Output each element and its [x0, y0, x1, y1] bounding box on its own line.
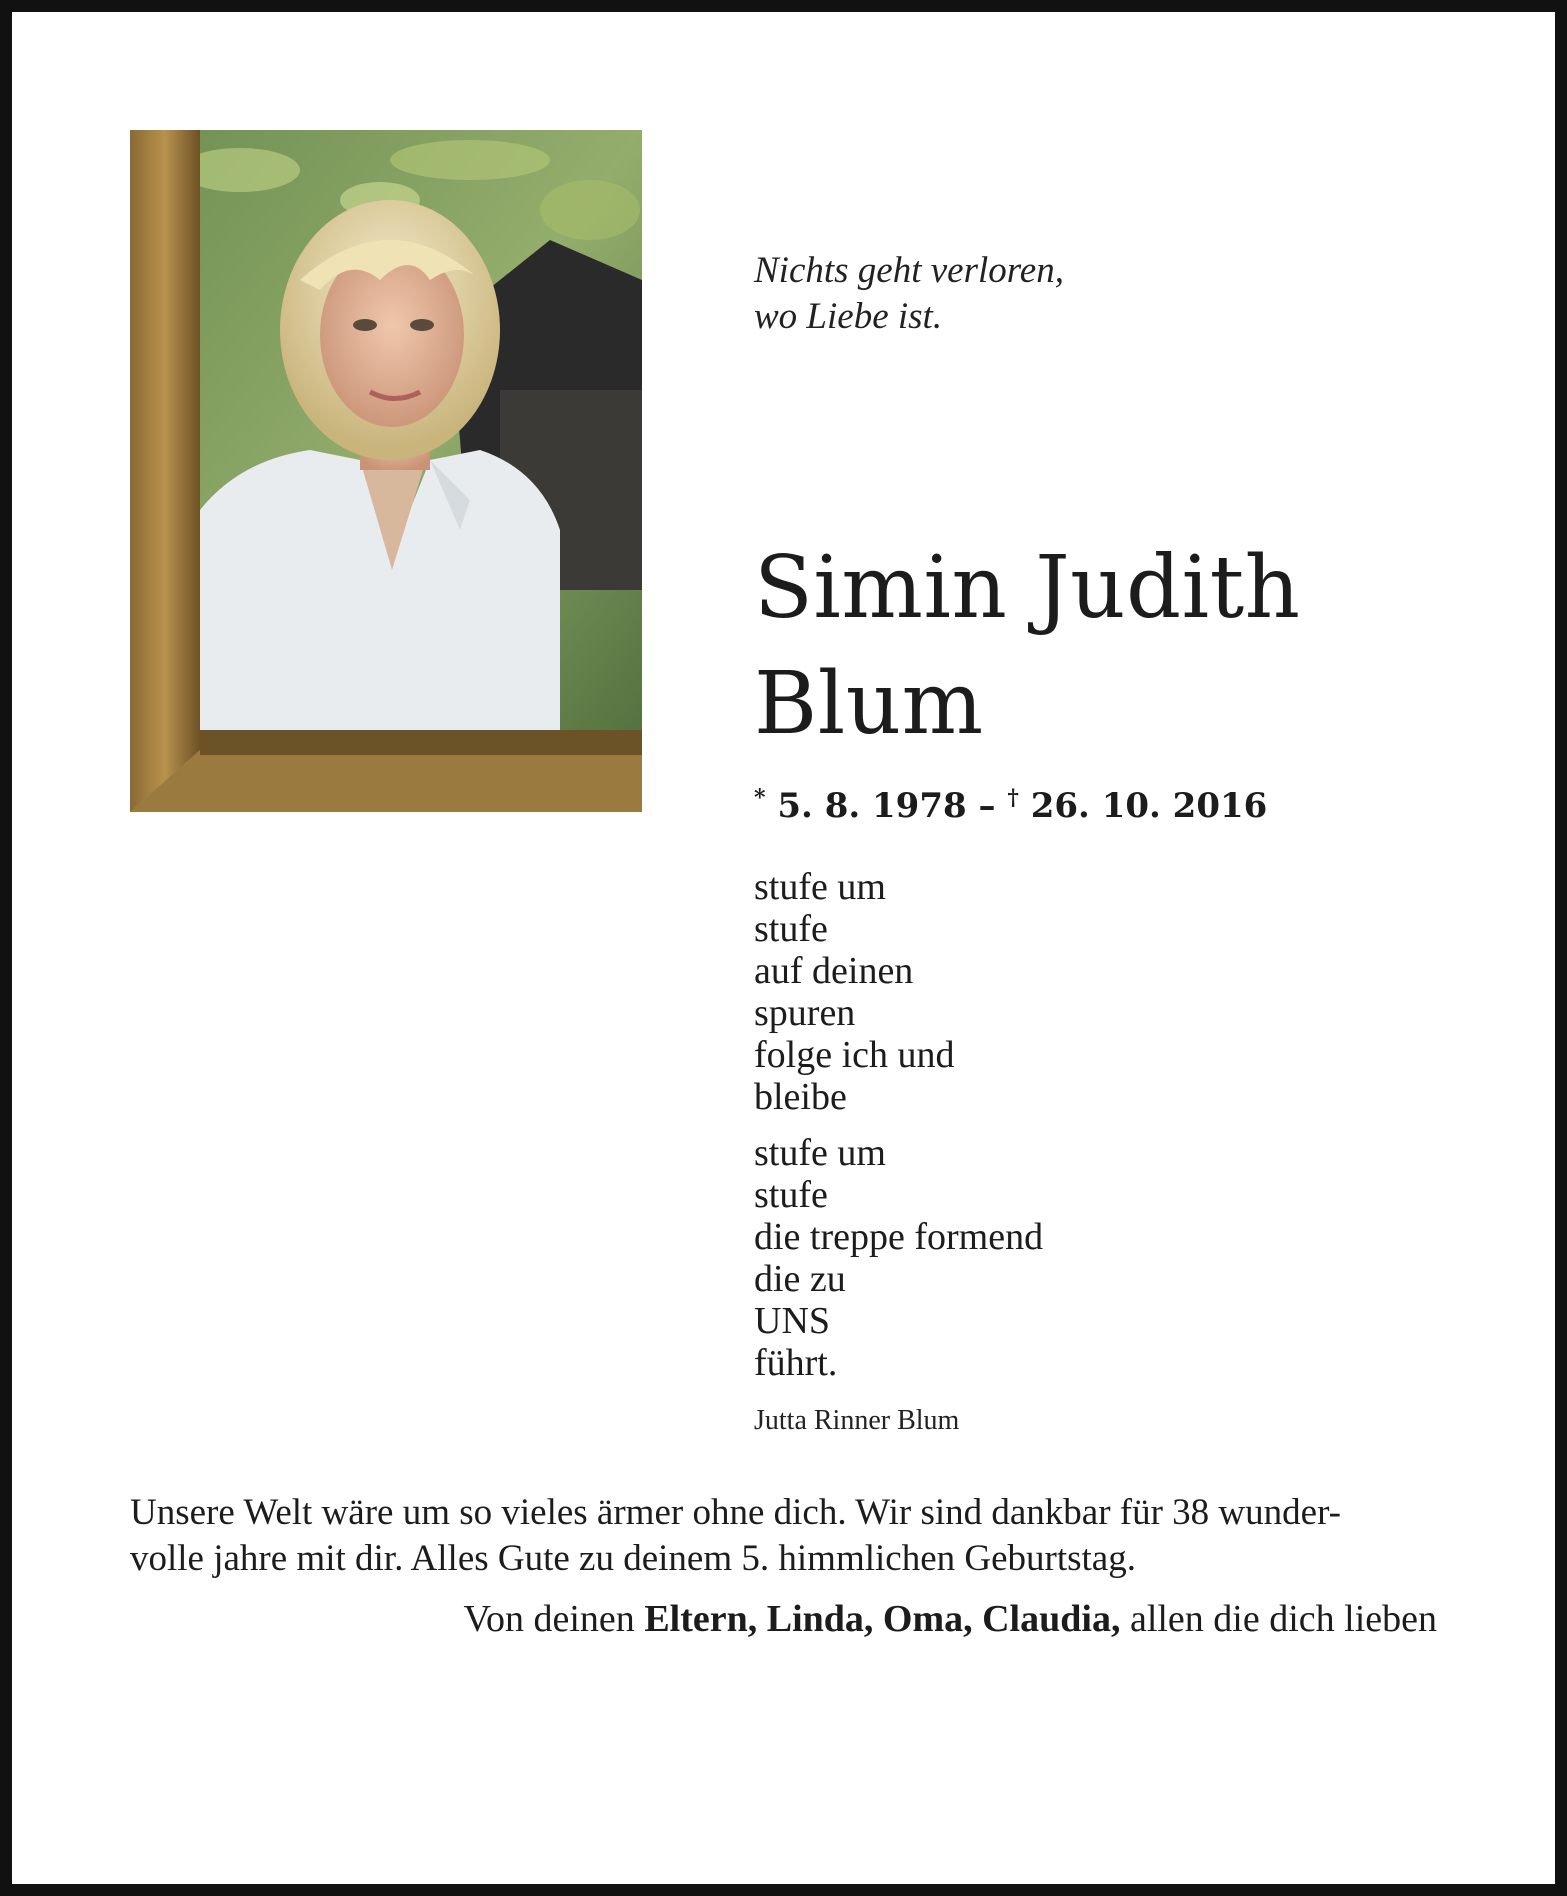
- poem-author: Jutta Rinner Blum: [754, 1405, 960, 1436]
- poem-line: stufe: [754, 908, 828, 950]
- poem-line: führt.: [754, 1342, 838, 1384]
- birth-mark: *: [754, 785, 766, 811]
- name-line: Blum: [754, 654, 984, 754]
- poem-line: die zu: [754, 1258, 846, 1300]
- poem-line: spuren: [754, 992, 856, 1034]
- signature-prefix: Von deinen: [463, 1598, 635, 1640]
- poem-line: auf deinen: [754, 950, 914, 992]
- portrait-photo: [130, 130, 642, 812]
- birth-date: 5. 8. 1978: [777, 786, 967, 826]
- poem-line: UNS: [754, 1300, 831, 1342]
- motto-quote: [754, 248, 1064, 340]
- poem-line: stufe um: [754, 1132, 886, 1174]
- signature-suffix: allen die dich lieben: [1129, 1598, 1437, 1640]
- poem-stanza-2: [754, 1132, 1043, 1384]
- poem-line: stufe um: [754, 866, 886, 908]
- message-line: Unsere Welt wäre um so vieles ärmer ohne dich. Wir sind dankbar für 38 wunder-: [130, 1492, 1341, 1533]
- deceased-name: [754, 530, 1301, 762]
- poem-line: stufe: [754, 1174, 828, 1216]
- death-date: 26. 10. 2016: [1030, 786, 1268, 826]
- memorial-message: [130, 1490, 1450, 1582]
- name-line: Simin Judith: [754, 538, 1301, 638]
- poem: [754, 866, 1043, 1398]
- poem-stanza-1: [754, 866, 1043, 1118]
- life-dates: [754, 776, 1267, 828]
- family-signature: [463, 1596, 1437, 1642]
- poem-line: folge ich und: [754, 1034, 955, 1076]
- poem-line: die treppe formend: [754, 1216, 1044, 1258]
- death-mark: †: [1007, 785, 1019, 811]
- motto-line: Nichts geht verloren,: [754, 250, 1064, 291]
- signature-names: Eltern, Linda, Oma, Claudia,: [644, 1598, 1121, 1640]
- message-line: volle jahre mit dir. Alles Gute zu deinem 5. himmlichen Geburtstag.: [130, 1538, 1136, 1579]
- poem-line: bleibe: [754, 1076, 847, 1118]
- motto-line: wo Liebe ist.: [754, 296, 943, 337]
- date-separator: –: [978, 786, 996, 826]
